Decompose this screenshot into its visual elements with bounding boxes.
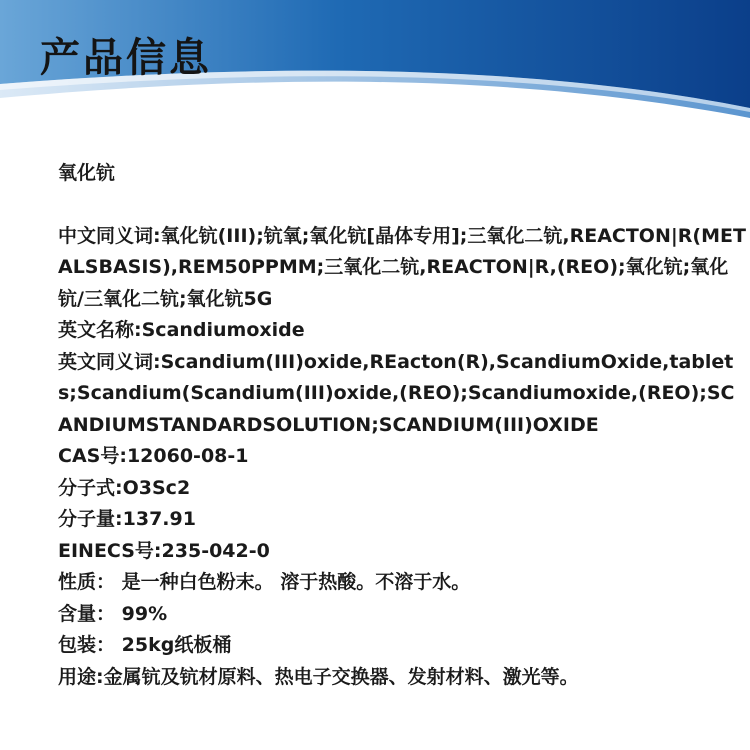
detail-separator: :	[153, 350, 161, 373]
detail-value: 99%	[121, 602, 168, 625]
product-name: 氧化钪	[58, 162, 116, 184]
detail-label: 性质	[58, 571, 97, 593]
detail-value: 金属钪及钪材原料、热电子交换器、发射材料、激光等。	[103, 665, 579, 688]
detail-value: O3Sc2	[122, 476, 191, 499]
detail-separator: :	[153, 224, 161, 247]
product-details-list	[58, 221, 748, 694]
detail-row-content	[58, 599, 748, 631]
detail-separator: :	[134, 319, 142, 341]
detail-row-einecs-number	[58, 536, 748, 568]
detail-label: 分子量	[58, 508, 116, 530]
detail-value: 是一种白色粉末。 溶于热酸。不溶于水。	[121, 571, 471, 593]
detail-row-usage	[58, 662, 748, 694]
detail-label: 英文同义词	[58, 350, 154, 373]
detail-label: CAS号	[58, 445, 120, 467]
detail-label: 中文同义词	[58, 224, 154, 247]
detail-row-cas-number	[58, 441, 748, 473]
detail-separator: :	[115, 508, 123, 530]
detail-label: 英文名称	[58, 319, 135, 341]
detail-row-molecular-formula	[58, 473, 748, 505]
detail-row-chinese-synonyms	[58, 221, 748, 316]
detail-label: 用途	[58, 665, 97, 688]
detail-value: Scandium(III)oxide,REacton(R),ScandiumOxide,tablets;Scandium(Scandium(III)oxide,(REO);Scandiumoxide,(REO);SCANDIUMSTANDARDSOLUTION;SCANDIUM(III)OXIDE	[58, 350, 735, 436]
detail-value: 137.91	[122, 508, 196, 530]
detail-row-english-name	[58, 315, 748, 347]
detail-label: 包装	[58, 634, 97, 656]
detail-separator: ：	[96, 571, 122, 593]
detail-label: EINECS号	[58, 539, 154, 562]
detail-separator: ：	[96, 602, 122, 625]
detail-row-english-synonyms	[58, 347, 748, 442]
detail-separator: :	[119, 445, 127, 467]
detail-value: 氧化钪(III);钪氧;氧化钪[晶体专用];三氧化二钪,REACTON|R(METALSBASIS),REM50PPMM;三氧化二钪,REACTON|R,(REO);氧化钪;氧化钪/三氧化二钪;氧化钪5G	[58, 224, 746, 310]
detail-separator: :	[153, 539, 162, 562]
detail-row-properties	[58, 567, 748, 599]
detail-label: 分子式	[58, 476, 116, 499]
header-banner	[0, 0, 750, 118]
detail-separator: :	[96, 665, 104, 688]
detail-label: 含量	[58, 602, 97, 625]
detail-value: 25kg纸板桶	[121, 634, 232, 656]
detail-row-packaging	[58, 630, 748, 662]
product-info-section	[58, 158, 748, 693]
detail-row-molecular-weight	[58, 504, 748, 536]
page-title: 产品信息	[40, 35, 212, 81]
detail-value: 235-042-0	[161, 539, 270, 562]
detail-value: 12060-08-1	[126, 445, 249, 467]
detail-value: Scandiumoxide	[141, 319, 305, 341]
detail-separator: :	[115, 476, 123, 499]
detail-separator: ：	[96, 634, 122, 656]
